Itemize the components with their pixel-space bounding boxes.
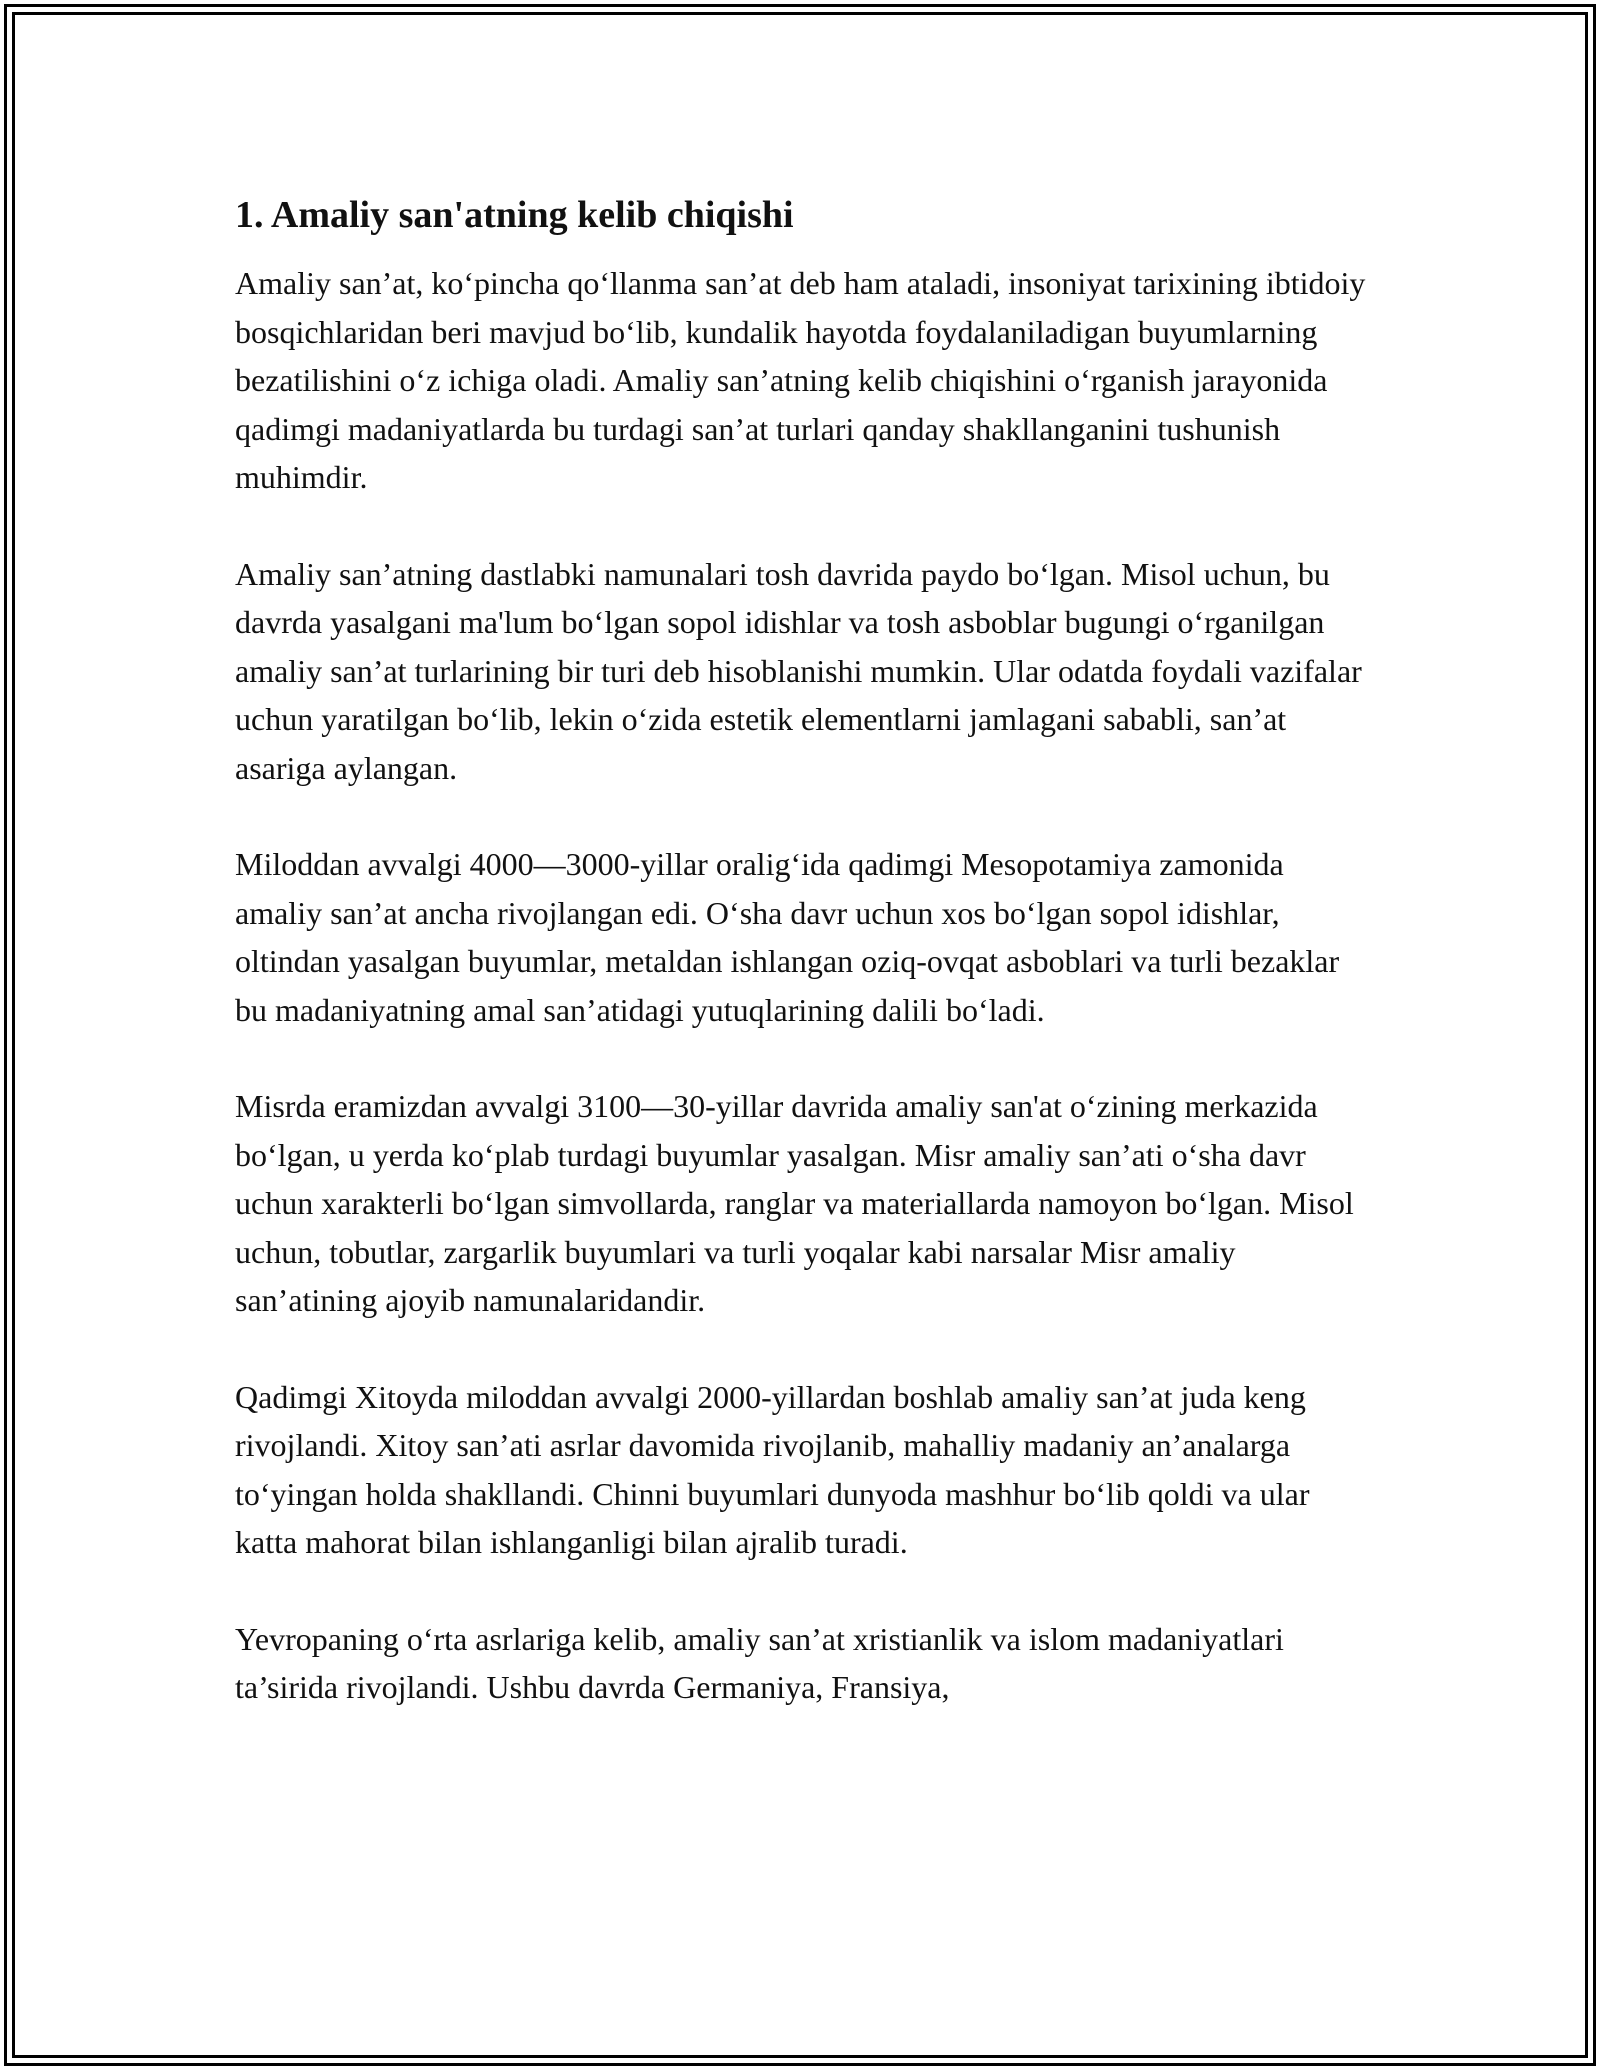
paragraph-5: Qadimgi Xitoyda miloddan avvalgi 2000-yillardan boshlab amaliy san’at juda keng rivojlandi. Xitoy san’ati asrlar davomida rivojlanib, mahalliy madaniy an’analarga to‘yingan holda shakllandi. Chinni buyumlari dunyoda mashhur bo‘lib qoldi va ular katta mahorat bilan ishlanganligi bilan ajralib turadi. — [235, 1378, 1310, 1560]
paragraph-1: Amaliy san’at, ko‘pincha qo‘llanma san’at deb ham ataladi, insoniyat tarixining ibtidoiy bosqichlaridan beri mavjud bo‘lib, kundalik hayotda foydalaniladigan buyumlarning bezatilishini o‘z ichiga oladi. Amaliy san’atning kelib chiqishini o‘rganish jarayonida qadimgi madaniyatlarda bu turdagi san’at turlari qanday shakllanganini tushunish muhimdir. — [235, 265, 1366, 495]
paragraph-3: Miloddan avvalgi 4000—3000-yillar oralig‘ida qadimgi Mesopotamiya zamonida amaliy san’at ancha rivojlangan edi. O‘sha davr uchun xos bo‘lgan sopol idishlar, oltindan yasalgan buyumlar, metaldan ishlangan oziq-ovqat asboblari va turli bezaklar bu madaniyatning amal san’atidagi yutuqlarining dalili bo‘ladi. — [235, 846, 1340, 1028]
paragraph-6: Yevropaning o‘rta asrlariga kelib, amaliy san’at xristianlik va islom madaniyatlari ta’sirida rivojlandi. Ushbu davrda Germaniya, Fransiya, — [235, 1620, 1284, 1705]
section-heading: 1. Amaliy san'atning kelib chiqishi — [235, 194, 794, 236]
paragraph-4: Misrda eramizdan avvalgi 3100—30-yillar davrida amaliy san'at o‘zining merkazida bo‘lgan, u yerda ko‘plab turdagi buyumlar yasalgan. Misr amaliy san’ati o‘sha davr uchun xarakterli bo‘lgan simvollarda, ranglar va materiallarda namoyon bo‘lgan. Misol uchun, tobutlar, zargarlik buyumlari va turli yoqalar kabi narsalar Misr amaliy san’atining ajoyib namunalaridandir. — [235, 1088, 1354, 1318]
paragraph-2: Amaliy san’atning dastlabki namunalari tosh davrida paydo bo‘lgan. Misol uchun, bu davrda yasalgani ma'lum bo‘lgan sopol idishlar va tosh asboblar bugungi o‘rganilgan amaliy san’at turlarining bir turi deb hisoblanishi mumkin. Ular odatda foydali vazifalar uchun yaratilgan bo‘lib, lekin o‘zida estetik elementlarni jamlagani sababli, san’at asariga aylangan. — [235, 555, 1362, 786]
document-body — [235, 185, 1370, 1760]
